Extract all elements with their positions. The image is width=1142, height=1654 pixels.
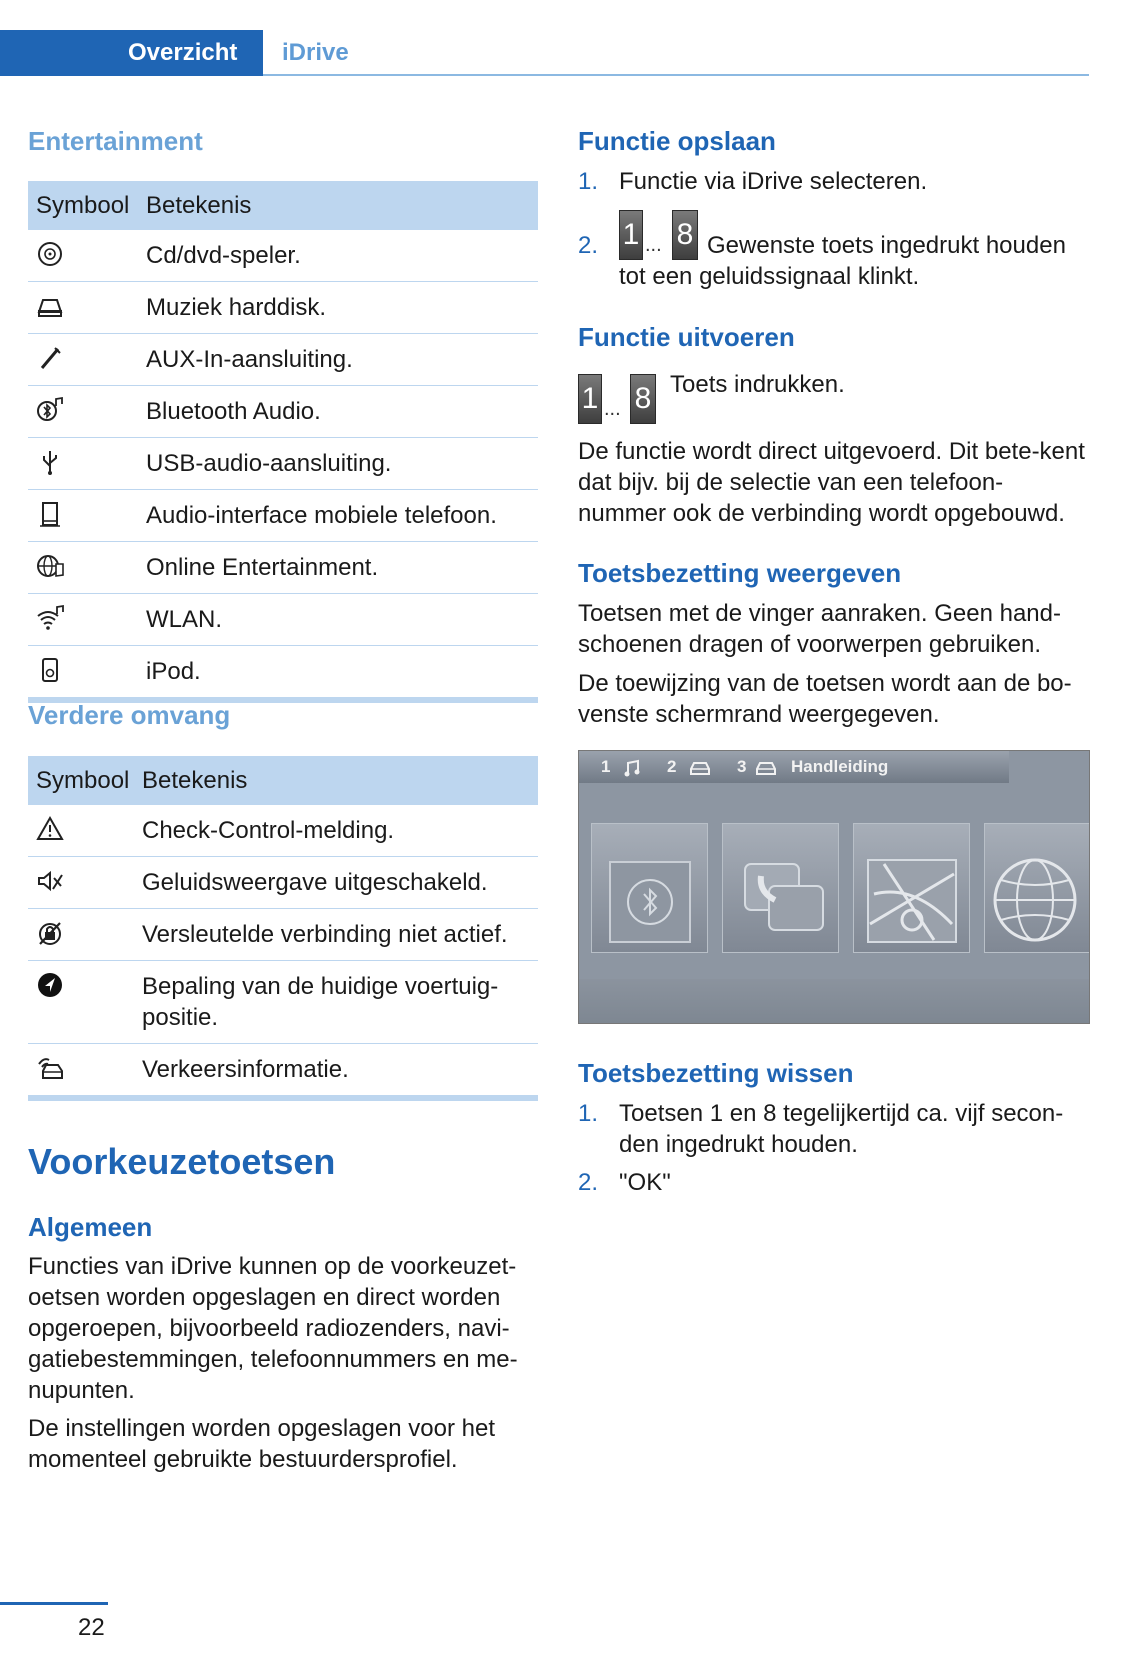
step-text: Gewenste toets ingedrukt houden tot een geluidssignaal klinkt. — [619, 232, 1066, 290]
mobile-phone-icon — [36, 500, 64, 528]
voorkeuzetoetsen-heading: Voorkeuzetoetsen — [28, 1141, 336, 1182]
page-number: 22 — [78, 1614, 105, 1641]
functie-opslaan-heading: Functie opslaan — [578, 126, 776, 156]
entertainment-heading: Entertainment — [28, 126, 203, 156]
screen-bottom-row — [579, 979, 1089, 1023]
table-row — [28, 542, 538, 594]
preset-key-8: 8 — [672, 210, 698, 260]
row-text: iPod. — [146, 658, 201, 685]
table-row — [28, 909, 538, 961]
row-text: Online Entertainment. — [146, 554, 379, 581]
car-icon — [755, 759, 777, 777]
row-text: Geluidsweergave uitgeschakeld. — [142, 869, 488, 896]
aux-plug-icon — [36, 344, 64, 372]
toetsbezetting-weergeven-heading: Toetsbezetting weergeven — [578, 558, 902, 588]
bluetooth-audio-icon — [36, 396, 64, 424]
col-meaning: Betekenis — [142, 766, 248, 794]
harddisk-icon — [36, 292, 64, 320]
step-text: "OK" — [619, 1169, 671, 1196]
row-text: Bepaling van de huidige voertuig-positie. — [142, 973, 499, 1031]
header-tab-overzicht: Overzicht — [0, 30, 263, 76]
table-row — [28, 230, 538, 282]
table-row — [28, 805, 538, 857]
screen-tab-1: 1 — [601, 757, 611, 776]
online-globe-icon — [36, 552, 64, 580]
table-row — [28, 386, 538, 438]
row-text: Check-Control-melding. — [142, 817, 395, 844]
step-number: 2. — [578, 232, 599, 259]
row-text: Versleutelde verbinding niet actief. — [142, 921, 508, 948]
table-row — [28, 857, 538, 909]
screen-tile — [984, 823, 1090, 953]
table-row — [28, 334, 538, 386]
key-range-dots: ... — [604, 398, 621, 420]
screen-tab-3-label: Handleiding — [791, 757, 889, 776]
row-text: Verkeersinformatie. — [142, 1056, 349, 1083]
key-range-dots: ... — [645, 234, 662, 256]
row-text: USB-audio-aansluiting. — [146, 450, 392, 477]
verdere-omvang-heading: Verdere omvang — [28, 700, 231, 730]
row-text: Muziek harddisk. — [146, 294, 327, 321]
weergeven-paragraph-1: Toetsen met de vinger aanraken. Geen hand-schoenen dragen of voorwerpen gebruiken. — [578, 600, 1061, 658]
wlan-icon — [36, 604, 64, 632]
screen-tile — [591, 823, 708, 953]
navigation-map-icon — [854, 824, 969, 952]
uitvoeren-instruction: Toets indrukken. — [670, 371, 845, 398]
table-row — [28, 961, 538, 1044]
idrive-screen-illustration — [578, 750, 1090, 1024]
step-text: Toetsen 1 en 8 tegelijkertijd ca. vijf secon-den ingedrukt houden. — [619, 1100, 1064, 1158]
bluetooth-icon — [592, 824, 707, 952]
table-header — [28, 181, 538, 230]
step-number: 2. — [578, 1169, 599, 1196]
functie-uitvoeren-heading: Functie uitvoeren — [578, 322, 795, 352]
phone-chat-icon — [723, 824, 838, 952]
toetsbezetting-wissen-heading: Toetsbezetting wissen — [578, 1058, 854, 1088]
screen-tile — [853, 823, 970, 953]
algemeen-paragraph-1: Functies van iDrive kunnen op de voorkeuzet-oetsen worden opgeslagen en direct worden opgeroepen, bijvoorbeeld radiozenders, navi-gatiebestemmingen, telefoonnummers en me-nupunten. — [28, 1253, 518, 1404]
traffic-info-icon — [36, 1054, 64, 1082]
table-row — [28, 282, 538, 334]
row-text: Bluetooth Audio. — [146, 398, 321, 425]
header-crumb-idrive: iDrive — [282, 39, 349, 66]
step-number: 1. — [578, 1100, 599, 1127]
footer-rule — [0, 1602, 108, 1605]
row-text: Cd/dvd-speler. — [146, 242, 301, 269]
algemeen-heading: Algemeen — [28, 1212, 153, 1242]
step-text: Functie via iDrive selecteren. — [619, 168, 928, 195]
step-number: 1. — [578, 168, 599, 195]
preset-key-8: 8 — [630, 374, 656, 424]
mute-icon — [36, 867, 64, 895]
col-symbol: Symbool — [36, 766, 130, 794]
weergeven-paragraph-2: De toewijzing van de toetsen wordt aan de bo-venste schermrand weergegeven. — [578, 670, 1072, 728]
table-row — [28, 438, 538, 490]
col-symbol: Symbool — [36, 191, 130, 219]
table-row — [28, 1044, 538, 1095]
screen-tile — [722, 823, 839, 953]
row-text: WLAN. — [146, 606, 223, 633]
preset-key-1: 1 — [619, 210, 643, 260]
warning-triangle-icon — [36, 815, 64, 843]
table-row — [28, 490, 538, 542]
music-note-icon — [623, 759, 641, 777]
preset-key-1: 1 — [578, 374, 602, 424]
table-row — [28, 594, 538, 646]
verdere-table — [28, 756, 538, 1101]
encryption-off-icon — [36, 919, 64, 947]
screen-tab-3: 3 — [737, 757, 747, 776]
row-text: AUX-In-aansluiting. — [146, 346, 353, 373]
entertainment-table — [28, 181, 538, 703]
table-row — [28, 646, 538, 697]
position-arrow-icon — [36, 971, 64, 999]
col-meaning: Betekenis — [146, 191, 252, 219]
globe-icon — [985, 824, 1090, 952]
algemeen-paragraph-2: De instellingen worden opgeslagen voor het momenteel gebruikte bestuurdersprofiel. — [28, 1415, 495, 1473]
table-header — [28, 756, 538, 805]
screen-tab-2: 2 — [667, 757, 677, 776]
car-icon — [689, 759, 711, 777]
cd-dvd-icon — [36, 240, 64, 268]
usb-icon — [36, 448, 64, 476]
table-end-rule — [28, 1095, 538, 1101]
uitvoeren-paragraph: De functie wordt direct uitgevoerd. Dit bete-kent dat bijv. bij de selectie van een telefoon-nummer ook de verbinding wordt opgebouwd. — [578, 438, 1085, 527]
header-rule — [263, 74, 1089, 76]
ipod-icon — [36, 656, 64, 684]
row-text: Audio-interface mobiele telefoon. — [146, 502, 497, 529]
